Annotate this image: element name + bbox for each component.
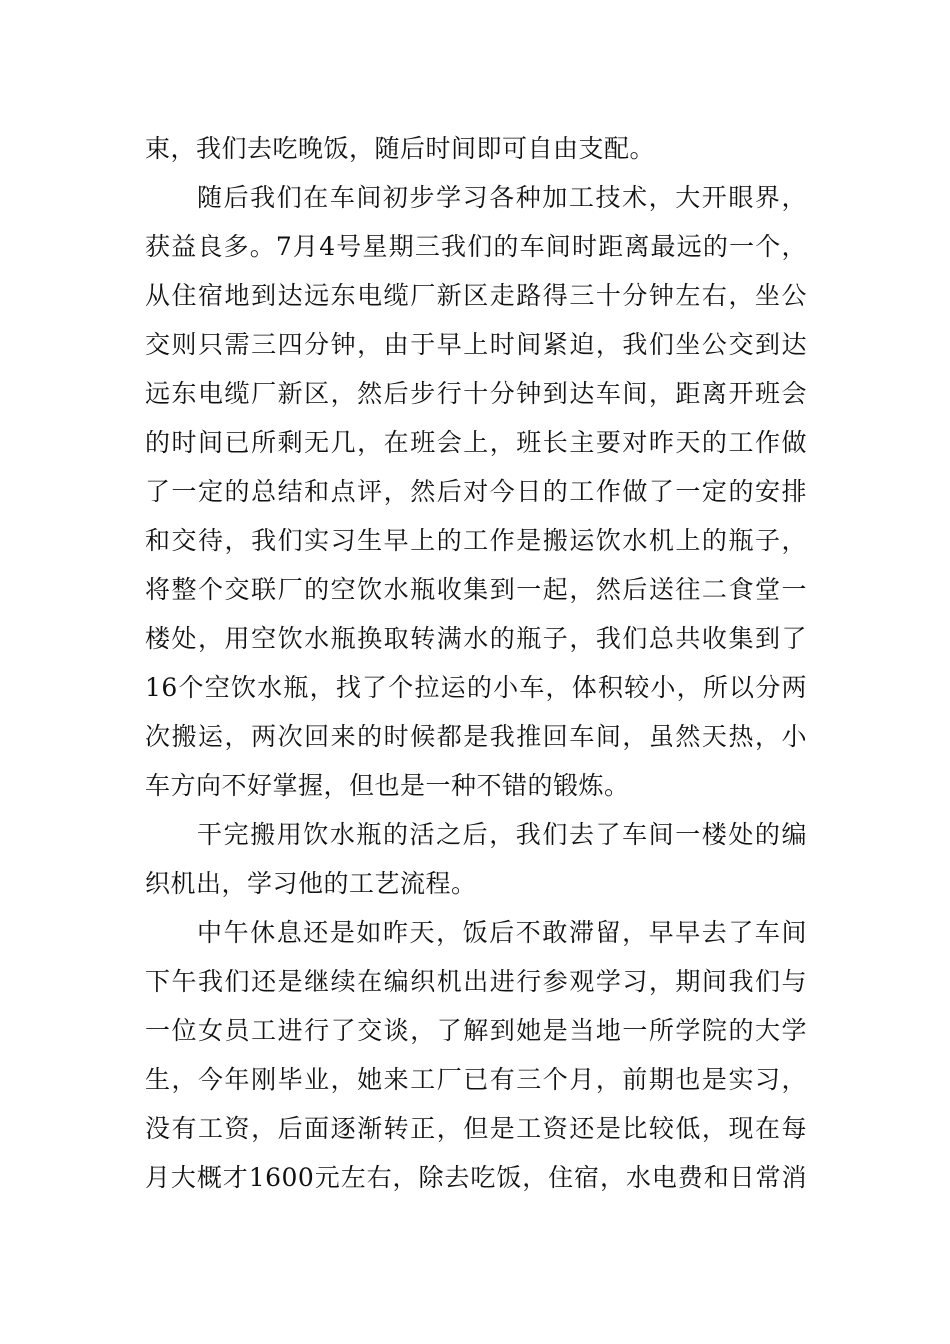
text-line: 织机出，学习他的工艺流程。 — [145, 869, 477, 898]
text-line: 了一定的总结和点评，然后对今日的工作做了一定的安排 — [145, 477, 807, 506]
text-line: 16个空饮水瓶，找了个拉运的小车，体积较小，所以分两 — [145, 673, 807, 702]
text-line: 下午我们还是继续在编织机出进行参观学习，期间我们与 — [145, 967, 807, 996]
text-line: 没有工资，后面逐渐转正，但是工资还是比较低，现在每 — [145, 1114, 807, 1143]
body-text — [145, 124, 807, 1202]
text-line: 交则只需三四分钟，由于早上时间紧迫，我们坐公交到达 — [145, 330, 807, 359]
text-line: 生，今年刚毕业，她来工厂已有三个月，前期也是实习， — [145, 1065, 807, 1094]
text-line: 次搬运，两次回来的时候都是我推回车间，虽然天热，小 — [145, 722, 807, 751]
text-line: 和交待，我们实习生早上的工作是搬运饮水机上的瓶子， — [145, 526, 807, 555]
text-line: 一位女员工进行了交谈，了解到她是当地一所学院的大学 — [145, 1016, 807, 1045]
text-line: 远东电缆厂新区，然后步行十分钟到达车间，距离开班会 — [145, 379, 807, 408]
text-line: 楼处，用空饮水瓶换取转满水的瓶子，我们总共收集到了 — [145, 624, 807, 653]
text-line: 从住宿地到达远东电缆厂新区走路得三十分钟左右，坐公 — [145, 281, 807, 310]
text-line: 车方向不好掌握，但也是一种不错的锻炼。 — [145, 771, 630, 800]
text-line: 束，我们去吃晚饭，随后时间即可自由支配。 — [145, 134, 656, 163]
text-line: 获益良多。7月4号星期三我们的车间时距离最远的一个， — [145, 232, 807, 261]
text-line: 将整个交联厂的空饮水瓶收集到一起，然后送往二食堂一 — [145, 575, 807, 604]
text-line: 随后我们在车间初步学习各种加工技术，大开眼界， — [197, 183, 807, 212]
text-line: 中午休息还是如昨天，饭后不敢滞留，早早去了车间 — [197, 918, 807, 947]
text-line: 干完搬用饮水瓶的活之后，我们去了车间一楼处的编 — [197, 820, 807, 849]
text-line: 的时间已所剩无几，在班会上，班长主要对昨天的工作做 — [145, 428, 807, 457]
text-line: 月大概才1600元左右，除去吃饭，住宿，水电费和日常消 — [145, 1163, 807, 1192]
